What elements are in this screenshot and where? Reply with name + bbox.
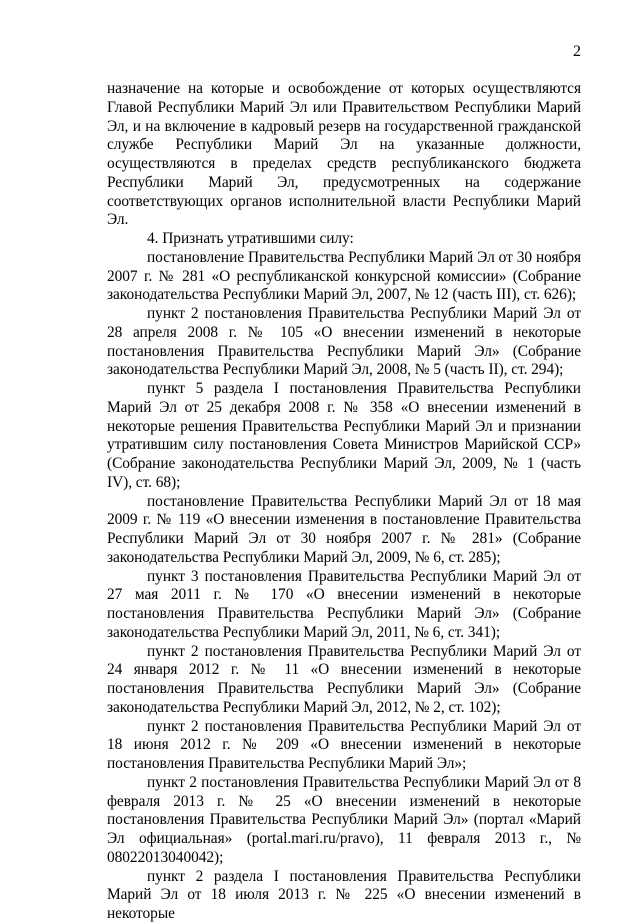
paragraph-repealed-act: постановление Правительства Республики Марий Эл от 18 мая 2009 г. № 119 «О внесении изменения в постановление Правительства Республики Марий Эл от 30 ноября 2007 г. № 281» (Собрание законодательства Республики Марий Эл, 2009, № 6, ст. 285); [107,492,581,566]
paragraph-repealed-act: постановление Правительства Республики Марий Эл от 30 ноября 2007 г. № 281 «О республиканской конкурсной комиссии» (Собрание законодательства Республики Марий Эл, 2007, № 12 (часть III), ст. 626); [107,248,581,304]
paragraph-repealed-act: пункт 2 постановления Правительства Республики Марий Эл от 28 апреля 2008 г. № 105 «О внесении изменений в некоторые постановления Правительства Республики Марий Эл» (Собрание законодательства Республики Марий Эл, 2008, № 5 (часть II), ст. 294); [107,305,581,379]
paragraph-repealed-act: пункт 2 постановления Правительства Республики Марий Эл от 24 января 2012 г. № 11 «О внесении изменений в некоторые постановления Правительства Республики Марий Эл» (Собрание законодательства Республики Марий Эл, 2012, № 2, ст. 102); [107,642,581,716]
paragraph-continuation: назначение на которые и освобождение от которых осуществляются Главой Республики Марий Эл или Правительством Республики Марий Эл, и на включение в кадровый резерв на государственной гражданской службе Республики Марий Эл на указанные должности, осуществляются в пределах средств республиканского бюджета Республики Марий Эл, предусмотренных на содержание соответствующих органов исполнительной власти Республики Марий Эл. [107,80,581,229]
paragraph-repealed-act: пункт 2 постановления Правительства Республики Марий Эл от 18 июня 2012 г. № 209 «О внесении изменений в некоторые постановления Правительства Республики Марий Эл»; [107,717,581,772]
page-number: 2 [573,43,581,60]
paragraph-item-4-heading: 4. Признать утратившими силу: [147,230,354,247]
paragraph-repealed-act: пункт 2 раздела I постановления Правительства Республики Марий Эл от 18 июля 2013 г. № 225 «О внесении изменений в некоторые [107,867,581,922]
paragraph-repealed-act: пункт 5 раздела I постановления Правительства Республики Марий Эл от 25 декабря 2008 г. № 358 «О внесении изменений в некоторые решения Правительства Республики Марий Эл и признании утратившим силу постановления Совета Министров Марийской ССР» (Собрание законодательства Республики Марий Эл, 2009, № 1 (часть IV), ст. 68); [107,380,581,491]
document-body [107,80,581,924]
paragraph-repealed-act: пункт 2 постановления Правительства Республики Марий Эл от 8 февраля 2013 г. № 25 «О внесении изменений в некоторые постановления Правительства Республики Марий Эл» (портал «Марий Эл официальная» (portal.mari.ru/pravo), 11 февраля 2013 г., № 08022013040042); [107,773,581,866]
paragraph-repealed-act: пункт 3 постановления Правительства Республики Марий Эл от 27 мая 2011 г. № 170 «О внесении изменений в некоторые постановления Правительства Республики Марий Эл» (Собрание законодательства Республики Марий Эл, 2011, № 6, ст. 341); [107,567,581,641]
